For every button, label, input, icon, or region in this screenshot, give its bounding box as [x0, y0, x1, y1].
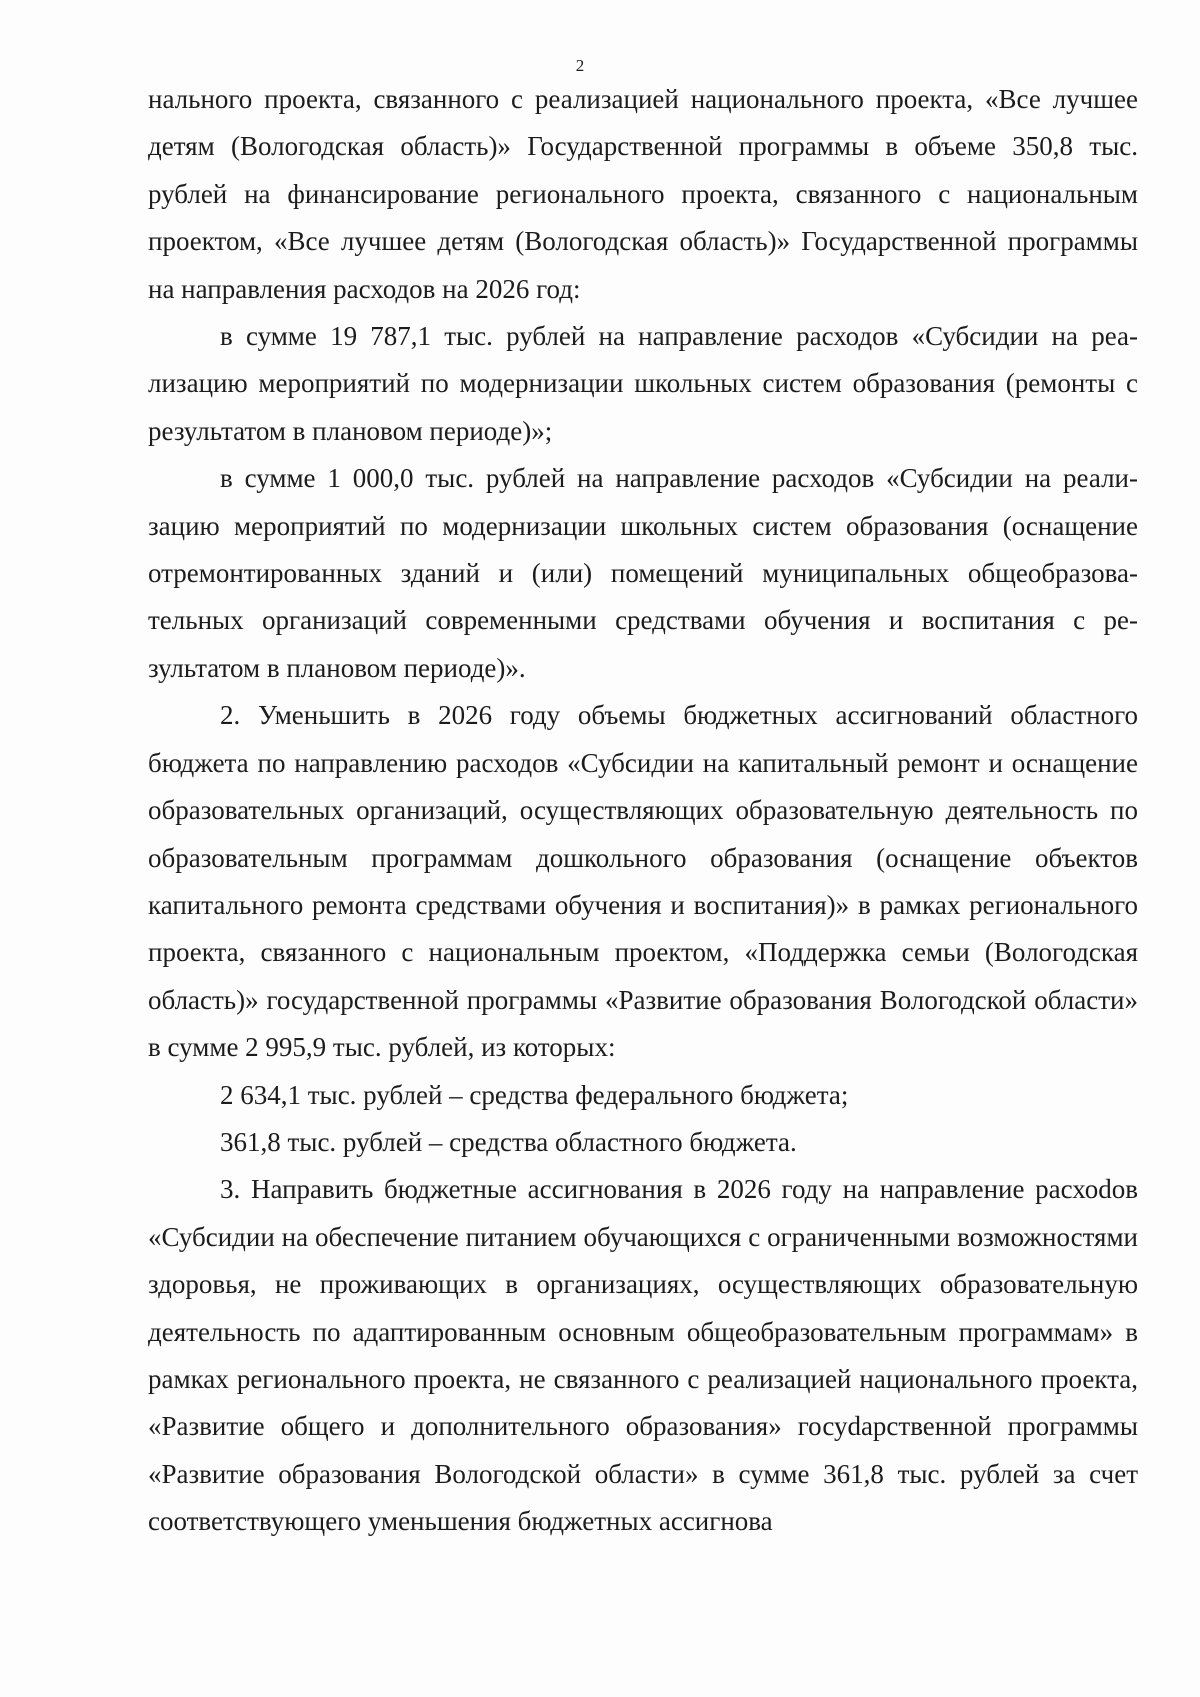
paragraph-regional-funds: 361,8 тыс. рублей – средства областного бюджета.: [220, 1126, 797, 1157]
paragraph-item-2: 2. Уменьшить в 2026 году объемы бюджетных ассигнований областного бюджета по направлению расходов «Субсидии на капитальный ремонт и оснащение образовательных организаций, осуществляющих образовательную деятельность по образовательным программам дошкольного образования (оснащение объектов капитального ремонта средствами обучения и воспитания)» в рамках регионального проекта, связанного с национальным проектом, «Поддержка семьи (Вологодская область)» государственной программы «Развитие образования Вологодской области» в сумме 2 995,9 тыс. рублей, из которых:: [148, 700, 1138, 1063]
paragraph-repair-subsidy: в сумме 19 787,1 тыс. рублей на направление расходов «Субсидии на реализацию мероприятий по модернизации школьных систем образования (ремонты с результатом в плановом периоде)»;: [148, 321, 1138, 446]
document-body: [148, 76, 1138, 1546]
page-number: 2: [575, 56, 585, 75]
paragraph-federal-funds: 2 634,1 тыс. рублей – средства федерального бюджета;: [220, 1079, 849, 1110]
paragraph-equipment-subsidy: в сумме 1 000,0 тыс. рублей на направление расходов «Субсидии на реализацию мероприятий по модернизации школьных систем образования (оснащение отремонтированных зданий и (или) помещений муниципальных общеобразовательных организаций современными средствами обучения и воспитания с результатом в плановом периоде)».: [148, 463, 1138, 683]
paragraph-continuation: нального проекта, связанного с реализацией национального проекта, «Все лучшее детям (Вологодская область)» Государственной программы в объеме 350,8 тыс. рублей на финансирование регионального проекта, связанного с национальным проектом, «Все лучшее детям (Вологодская область)» Государственной программы на направления расходов на 2026 год:: [148, 84, 1138, 304]
paragraph-item-3: 3. Направить бюджетные ассигнования в 2026 году на направление расхоdов «Субсидии на обеспечение питанием обучающихся с ограниченными возможностями здоровья, не проживающих в организациях, осуществляющих образовательную деятельность по адаптированным основным общеобразовательным программам» в рамках регионального проекта, не связанного с реализацией национального проекта, «Развитие общего и дополнительного образования» госуdарственной программы «Развитие образования Вологодской области» в сумме 361,8 тыс. рублей за счет соответствующего уменьшения бюджетных ассигнова: [148, 1174, 1138, 1537]
